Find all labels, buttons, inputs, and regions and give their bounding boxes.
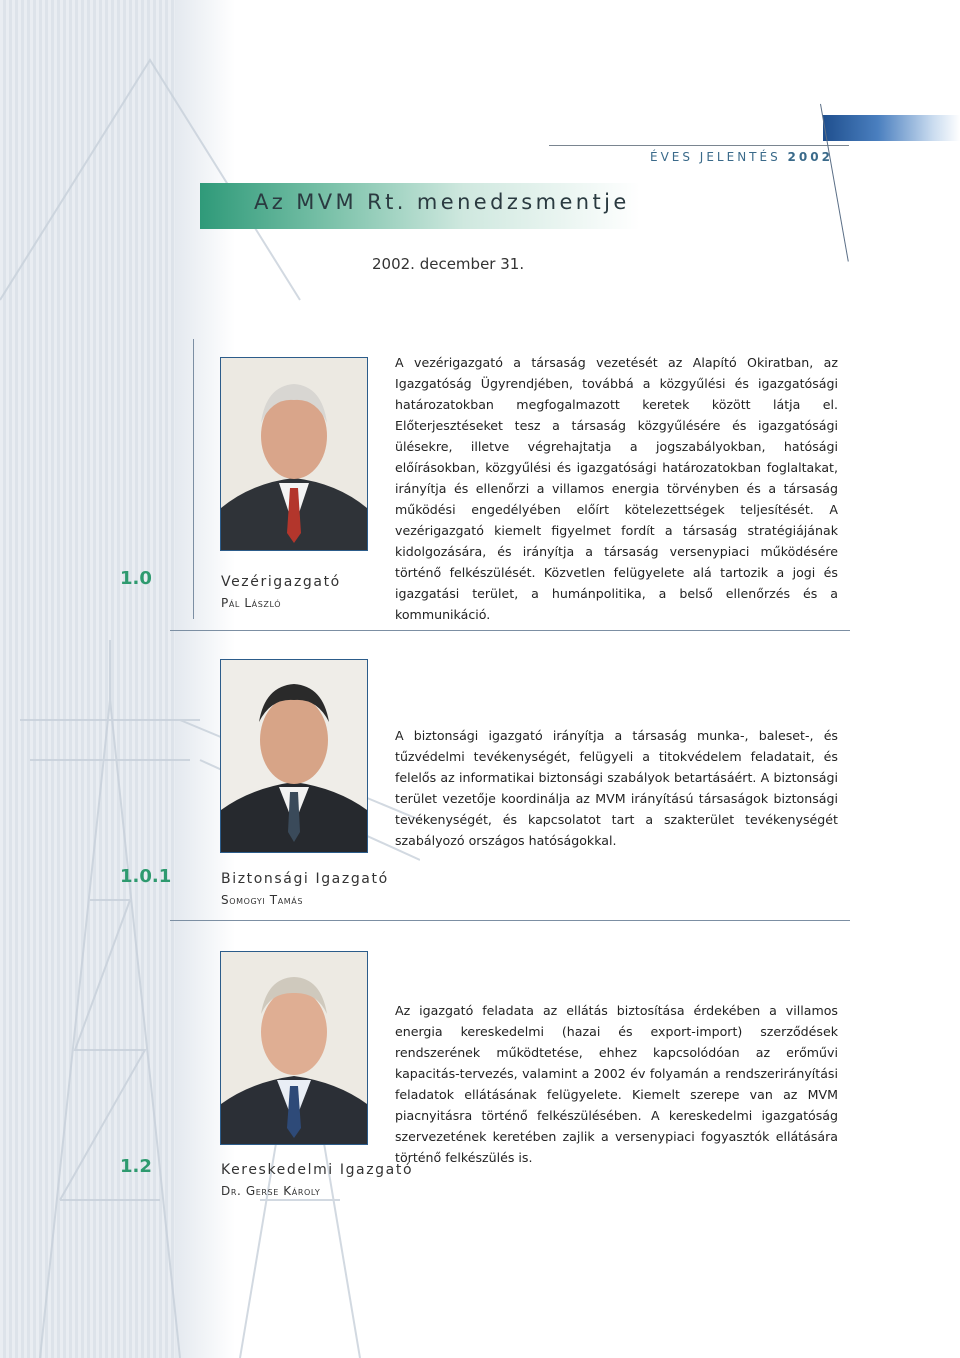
header-rule [549, 145, 849, 146]
role-title: Kereskedelmi Igazgató [221, 1162, 414, 1178]
person-name: Pál László [221, 596, 282, 610]
header-blue-bar [823, 115, 960, 141]
person-name: Somogyi Tamás [221, 893, 304, 907]
section-number: 1.2 [120, 1156, 152, 1177]
person-name: Dr. Gerse Károly [221, 1184, 321, 1198]
page-title: Az MVM Rt. menedzsmentje [254, 190, 630, 214]
role-description: Az igazgató feladata az ellátás biztosítása érdekében a villamos energia kereskedelmi (hazai és export-import) szerződések rendszerének működtetése, ehhez kapcsolódóan az erőművi kapacitás-tervezés, valamint a 2002 év folyamán a rendszerirányítási feladatok ellátásának felügyelete. Kiemelt szerepe van az MVM piacnyitásra történő felkészülésében. A kereskedelmi igazgatóság szervezetének keretében zajlik a versenypiaci fogyasztók ellátására történő felkészülés is. [395, 1003, 838, 1165]
section-number: 1.0 [120, 568, 152, 589]
section-separator [170, 920, 850, 921]
section-number: 1.0.1 [120, 866, 172, 887]
report-date: 2002. december 31. [372, 255, 525, 273]
role-description: A vezérigazgató a társaság vezetését az Alapító Okiratban, az Igazgatóság Ügyrendjében, továbbá a közgyűlési és igazgatósági határozatokban megfogalmazott keretek között látja el. Előterjesztéseket tesz a társaság közgyűlésére és igazgatósági ülésekre, illetve végrehajtatja a jogszabályokban, hatósági előírásokban, közgyűlési és igazgatósági határozatokban foglaltakat, irányítja és ellenőrzi a villamos energia törvényben és a társaság működési engedélyében előírt kötelezettségek teljesítését. A vezérigazgató kiemelt figyelmet fordít a társaság stratégiájának kidolgozására, és irányítja a társaság versenypiaci működésére történő felkészülését. Közvetlen felügyelete alá tartozik a jogi és igazgatási terület, a humánpolitika, a belső ellenőrzés és a kommunikáció. [395, 355, 838, 622]
portrait-photo [220, 357, 368, 551]
section-divider-vertical [193, 339, 194, 619]
portrait-photo [220, 659, 368, 853]
role-title: Biztonsági Igazgató [221, 871, 389, 887]
portrait-photo [220, 951, 368, 1145]
annual-report-label: ÉVES JELENTÉS 2002 [650, 150, 833, 164]
section-separator [170, 630, 850, 631]
role-title: Vezérigazgató [221, 574, 341, 590]
role-description: A biztonsági igazgató irányítja a társaság munka-, baleset-, és tűzvédelmi tevékenységét, felügyeli a titokvédelem feladatait, és felelős az informatikai biztonsági szabályok betartásáért. A biztonsági terület vezetője koordinálja az MVM irányítású társaságok biztonsági tevékenységét, és kapcsolatot tart a szakterület tevékenységét szabályozó országos hatóságokkal. [395, 728, 838, 848]
